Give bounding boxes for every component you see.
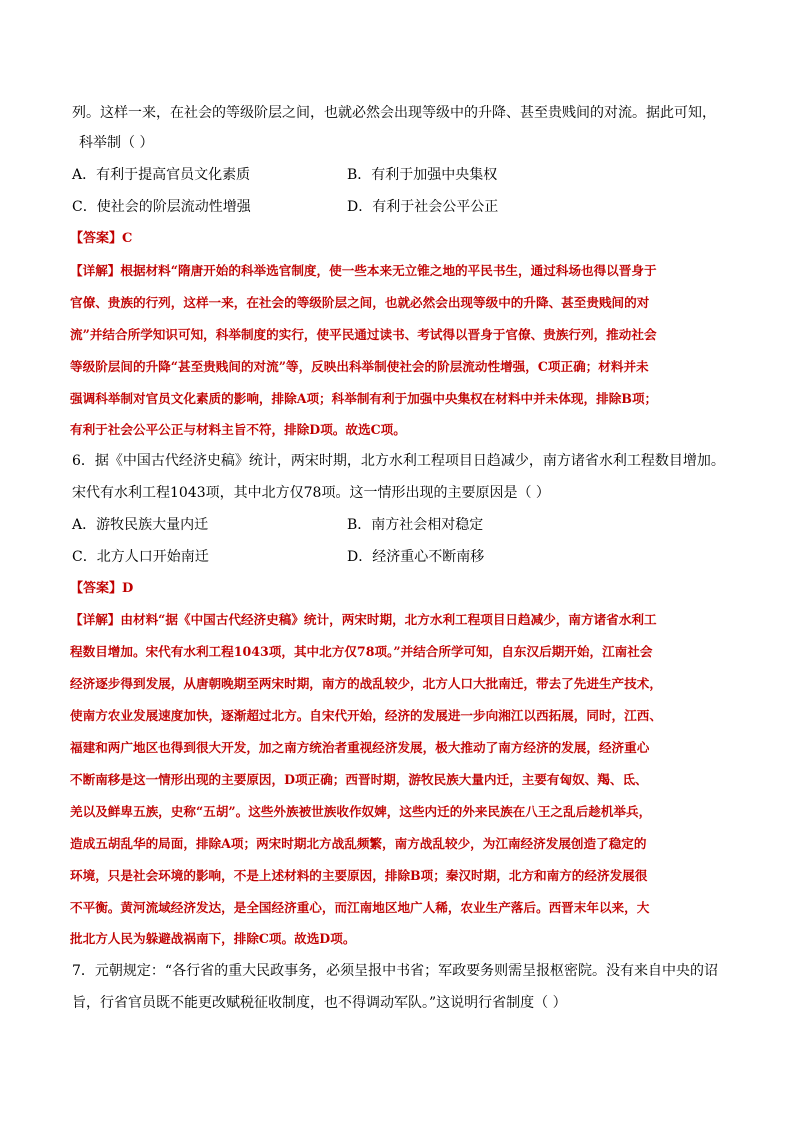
q6-explanation-line-1: 【详解】由材料“据《中国古代经济史稿》统计，两宋时期，北方水利工程项目日趋减少，南方诸省水利工 [70,612,657,627]
q7-stem-line-2: 旨，行省官员既不能更改赋税征收制度，也不得调动军队。”这说明行省制度（ ） [72,995,567,1011]
q5-explanation-line-1: 【详解】根据材料“隋唐开始的科举选官制度，使一些本来无立锥之地的平民书生，通过科场也得以晋身于 [70,263,657,278]
q6-option-b: B．南方社会相对稳定 [347,517,484,533]
q6-stem-line-2: 宋代有水利工程1043项，其中北方仅78项。这一情形出现的主要原因是（ ） [72,485,550,501]
q5-explanation-line-6: 有利于社会公平公正与材料主旨不符，排除D项。故选C项。 [70,422,406,437]
q5-option-c: C．使社会的阶层流动性增强 [72,199,251,215]
q6-explanation-line-2: 程数目增加。宋代有水利工程1043项，其中北方仅78项。”并结合所学可知，自东汉后期开始，江南社会 [70,644,653,659]
q6-explanation-line-6: 不断南移是这一情形出现的主要原因，D项正确；西晋时期，游牧民族大量内迁，主要有匈奴、羯、氐、 [70,772,648,787]
q5-stem-line-1: 列。这样一来，在社会的等级阶层之间，也就必然会出现等级中的升降、甚至贵贱间的对流。据此可知， [72,105,716,121]
q5-option-d: D．有利于社会公平公正 [347,199,499,215]
q5-option-b: B．有利于加强中央集权 [347,167,498,183]
q6-explanation-line-9: 环境，只是社会环境的影响，不是上述材料的主要原因，排除B项；秦汉时期，北方和南方的经济发展很 [70,868,648,883]
q5-stem-line-2: 科举制（ ） [79,135,154,151]
q7-stem-line-1: 7．元朝规定：“各行省的重大民政事务，必须呈报中书省；军政要务则需呈报枢密院。没有来自中央的诏 [72,963,719,979]
q6-explanation-line-4: 使南方农业发展速度加快，逐渐超过北方。自宋代开始，经济的发展进一步向湘江以西拓展，同时，江西、 [70,708,662,723]
q6-option-a: A．游牧民族大量内迁 [72,517,209,533]
q6-answer: 【答案】D [70,581,134,596]
q6-explanation-line-10: 不平衡。黄河流域经济发达，是全国经济重心，而江南地区地广人稀，农业生产落后。西晋末年以来，大 [70,900,650,915]
q5-answer: 【答案】C [70,231,133,246]
q6-option-c: C．北方人口开始南迁 [72,549,209,565]
q6-explanation-line-5: 福建和两广地区也得到很大开发，加之南方统治者重视经济发展，极大推动了南方经济的发展，经济重心 [70,740,650,755]
q5-explanation-line-2: 官僚、贵族的行列，这样一来，在社会的等级阶层之间，也就必然会出现等级中的升降、甚至贵贱间的对 [70,295,650,310]
q6-explanation-line-3: 经济逐步得到发展，从唐朝晚期至两宋时期，南方的战乱较少，北方人口大批南迁，带去了先进生产技术， [70,676,662,691]
q5-option-a: A．有利于提高官员文化素质 [72,167,251,183]
q6-explanation-line-11: 批北方人民为躲避战祸南下，排除C项。故选D项。 [70,931,356,946]
q5-explanation-line-4: 等级阶层间的升降“甚至贵贱间的对流”等，反映出科举制使社会的阶层流动性增强，C项正确；材料并未 [70,359,649,374]
q6-explanation-line-8: 造成五胡乱华的局面，排除A项；两宋时期北方战乱频繁，南方战乱较少，为江南经济发展创造了稳定的 [70,836,647,851]
q5-explanation-line-5: 强调科举制对官员文化素质的影响，排除A项；科举制有利于加强中央集权在材料中并未体现，排除B项； [70,391,658,406]
q6-option-d: D．经济重心不断南移 [347,549,485,565]
q6-explanation-line-7: 羌以及鲜卑五族，史称“五胡”。这些外族被世族收作奴婢，这些内迁的外来民族在八王之乱后趁机举兵， [70,804,652,819]
q6-stem-line-1: 6．据《中国古代经济史稿》统计，两宋时期，北方水利工程项目日趋减少，南方诸省水利工程数目增加。 [72,453,725,469]
q5-explanation-line-3: 流”并结合所学知识可知，科举制度的实行，使平民通过读书、考试得以晋身于官僚、贵族行列，推动社会 [70,327,657,342]
